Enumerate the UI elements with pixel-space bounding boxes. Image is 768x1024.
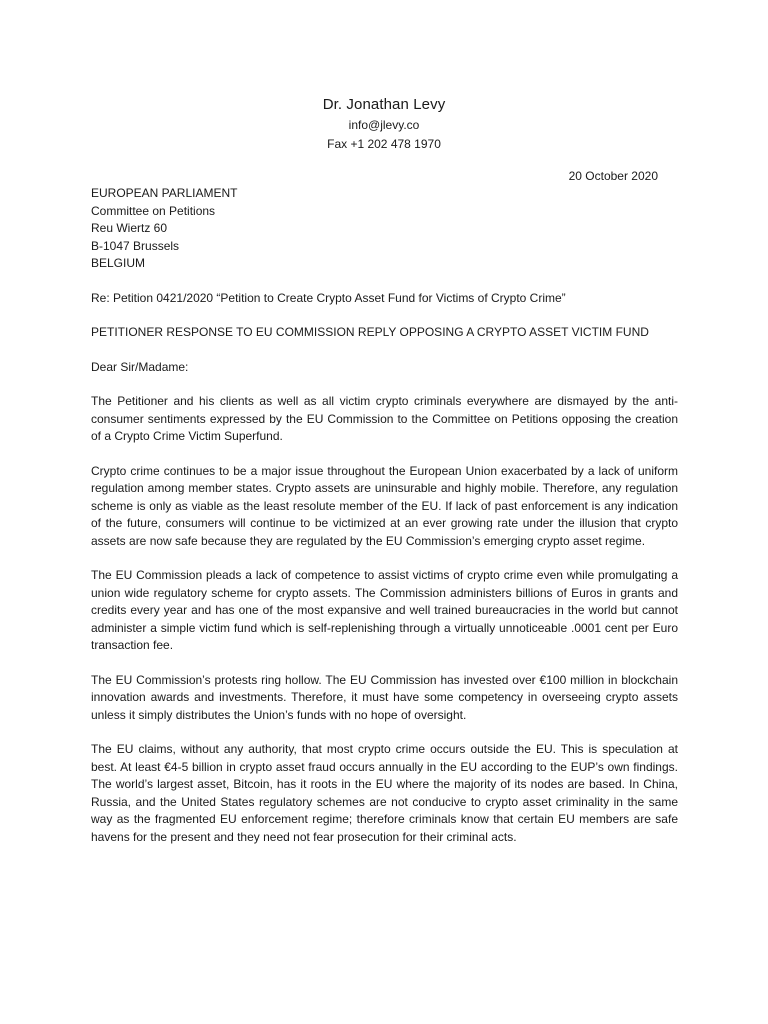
- letterhead: [0, 95, 768, 153]
- sender-fax: Fax +1 202 478 1970: [327, 137, 441, 151]
- body-paragraph: The EU Commission pleads a lack of competence to assist victims of crypto crime even while promulgating a union wide regulatory scheme for crypto assets. The Commission administers billions of Euros in grants and credits every year and has one of the most expansive and well trained bureaucracies in the world but cannot administer a simple victim fund which is self-replenishing through a virtually unnoticeable .0001 cent per Euro transaction fee.: [91, 568, 678, 652]
- letter-heading: PETITIONER RESPONSE TO EU COMMISSION REPLY OPPOSING A CRYPTO ASSET VICTIM FUND: [91, 325, 649, 339]
- body-paragraph: The EU Commission’s protests ring hollow. The EU Commission has invested over €100 million in blockchain innovation awards and investments. Therefore, it must have some competency in overseeing crypto assets unless it simply distributes the Union’s funds with no hope of oversight.: [91, 672, 678, 722]
- sender-name: Dr. Jonathan Levy: [322, 96, 446, 113]
- body-paragraph: Crypto crime continues to be a major issue throughout the European Union exacerbated by a lack of uniform regulation among member states. Crypto assets are uninsurable and highly mobile. Therefore, any regulation scheme is only as viable as the least resolute member of the EU. If lack of past enforcement is any indication of the future, consumers will continue to be victimized at an ever growing rate under the illusion that crypto assets are now safe because they are regulated by the EU Commission’s emerging crypto asset regime.: [91, 463, 678, 548]
- letter-body: [91, 185, 678, 846]
- body-paragraph: The EU claims, without any authority, that most crypto crime occurs outside the EU. This is speculation at best. At least €4-5 billion in crypto asset fraud occurs annually in the EU according to the EUP’s own findings. The world’s largest asset, Bitcoin, has it roots in the EU where the majority of its nodes are based. In China, Russia, and the United States regulatory schemes are not conducive to crypto asset criminality in the same way as the fragmented EU enforcement regime; therefore criminals know that certain EU members are safe havens for the present and they need not fear prosecution for their criminal acts.: [91, 742, 678, 844]
- body-paragraph: The Petitioner and his clients as well as all victim crypto criminals everywhere are dismayed by the anti-consumer sentiments expressed by the EU Commission to the Committee on Petitions opposing the creation of a Crypto Crime Victim Superfund.: [91, 394, 678, 443]
- recipient-line: Committee on Petitions: [91, 203, 216, 218]
- sender-email: info@jlevy.co: [348, 118, 420, 132]
- salutation: Dear Sir/Madame:: [91, 359, 189, 374]
- recipient-line: Reu Wiertz 60: [91, 221, 168, 235]
- recipient-address: [91, 185, 678, 273]
- recipient-line: B-1047 Brussels: [91, 238, 180, 253]
- subject-line: Re: Petition 0421/2020 “Petition to Create Crypto Asset Fund for Victims of Crypto Crime”: [91, 290, 566, 305]
- recipient-line: EUROPEAN PARLIAMENT: [91, 186, 238, 200]
- letter-date: 20 October 2020: [568, 169, 658, 183]
- recipient-line: BELGIUM: [91, 256, 146, 270]
